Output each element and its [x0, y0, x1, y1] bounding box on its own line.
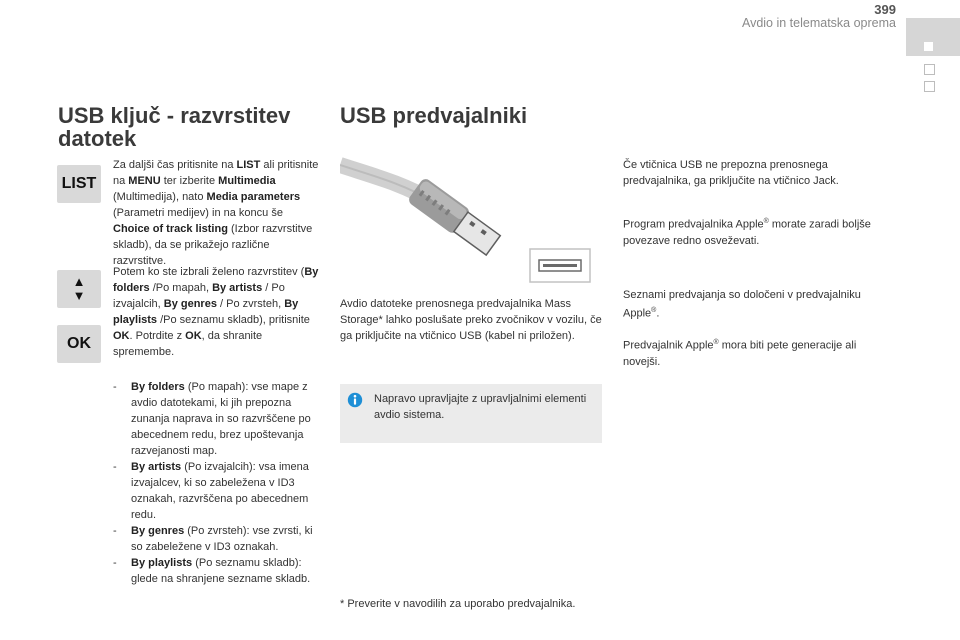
playlist-info: Seznami predvajanja so določeni v predvajalniku Apple®. [623, 289, 861, 320]
list-item: - By artists (Po izvajalcih): vsa imena izvajalcev, ki so zabeležena v ID3 oznakah, razvrščena po abecednem redu. [113, 461, 309, 521]
tab-square-icon [924, 42, 933, 51]
list-item: - By playlists (Po seznamu skladb): glede na shranjene sezname skladb. [113, 557, 311, 585]
jack-info: Če vtičnica USB ne prepozna prenosnega predvajalnika, ga priključite na vtičnico Jack. [623, 159, 839, 187]
section-name: Avdio in telematska oprema [741, 16, 896, 30]
left-title-line1: USB ključ - razvrstitev [58, 103, 291, 128]
list-button-icon: LIST [57, 165, 101, 203]
middle-title: USB predvajalniki [340, 103, 528, 128]
chapter-tab [906, 18, 960, 56]
sort-instructions: Potem ko ste izbrali želeno razvrstitev (By folders /Po mapah, By artists / Po izvajalcih, By genres / Po zvrsteh, By playlists /Po seznamu skladb), pritisnite OK. Potrdite z OK, da shranite spremembe. [113, 266, 319, 358]
list-instructions: Za daljši čas pritisnite na LIST ali pritisnite na MENU ter izberite Multimedia (Multimedija), nato Media parameters (Parametri medijev) in na koncu še Choice of track listing (Izbor razvrstitve skladb), da se prikažejo različne razvrstitve. [113, 159, 319, 267]
tab-square-icon [924, 81, 935, 92]
info-icon [347, 392, 363, 408]
list-item: - By genres (Po zvrsteh): vse zvrsti, ki so zabeležene v ID3 oznakah. [113, 525, 313, 553]
footnote: * Preverite v navodilih za uporabo predvajalnika. [340, 598, 576, 610]
ok-button-icon: OK [57, 325, 101, 363]
left-title [58, 104, 318, 150]
page-number: 399 [874, 2, 896, 17]
left-title-line2: datotek [58, 126, 137, 151]
update-info: Program predvajalnika Apple® morate zaradi boljše povezave redno osveževati. [623, 218, 871, 247]
arrows-button-icon [57, 270, 101, 308]
tab-square-icon [924, 64, 935, 75]
usb-plug-illustration [340, 157, 602, 287]
generation-info: Predvajalnik Apple® mora biti pete generacije ali novejši. [623, 339, 857, 368]
list-item: - By folders (Po mapah): vse mape z avdio datotekami, ki jih prepozna zunanja naprava in so razvrščene po abecednem redu, brez upoštevanja razvejanosti map. [113, 381, 311, 457]
usb-description: Avdio datoteke prenosnega predvajalnika Mass Storage* lahko poslušate preko zvočnikov v vozilu, če ga priključite na vtičnico USB (kabel ni priložen). [340, 298, 602, 342]
note-text: Napravo upravljajte z upravljalnimi elementi avdio sistema. [374, 393, 587, 421]
arrow-down-icon: ▼ [72, 288, 86, 303]
arrow-up-icon: ▲ [72, 274, 86, 289]
sort-options-list [113, 379, 321, 587]
